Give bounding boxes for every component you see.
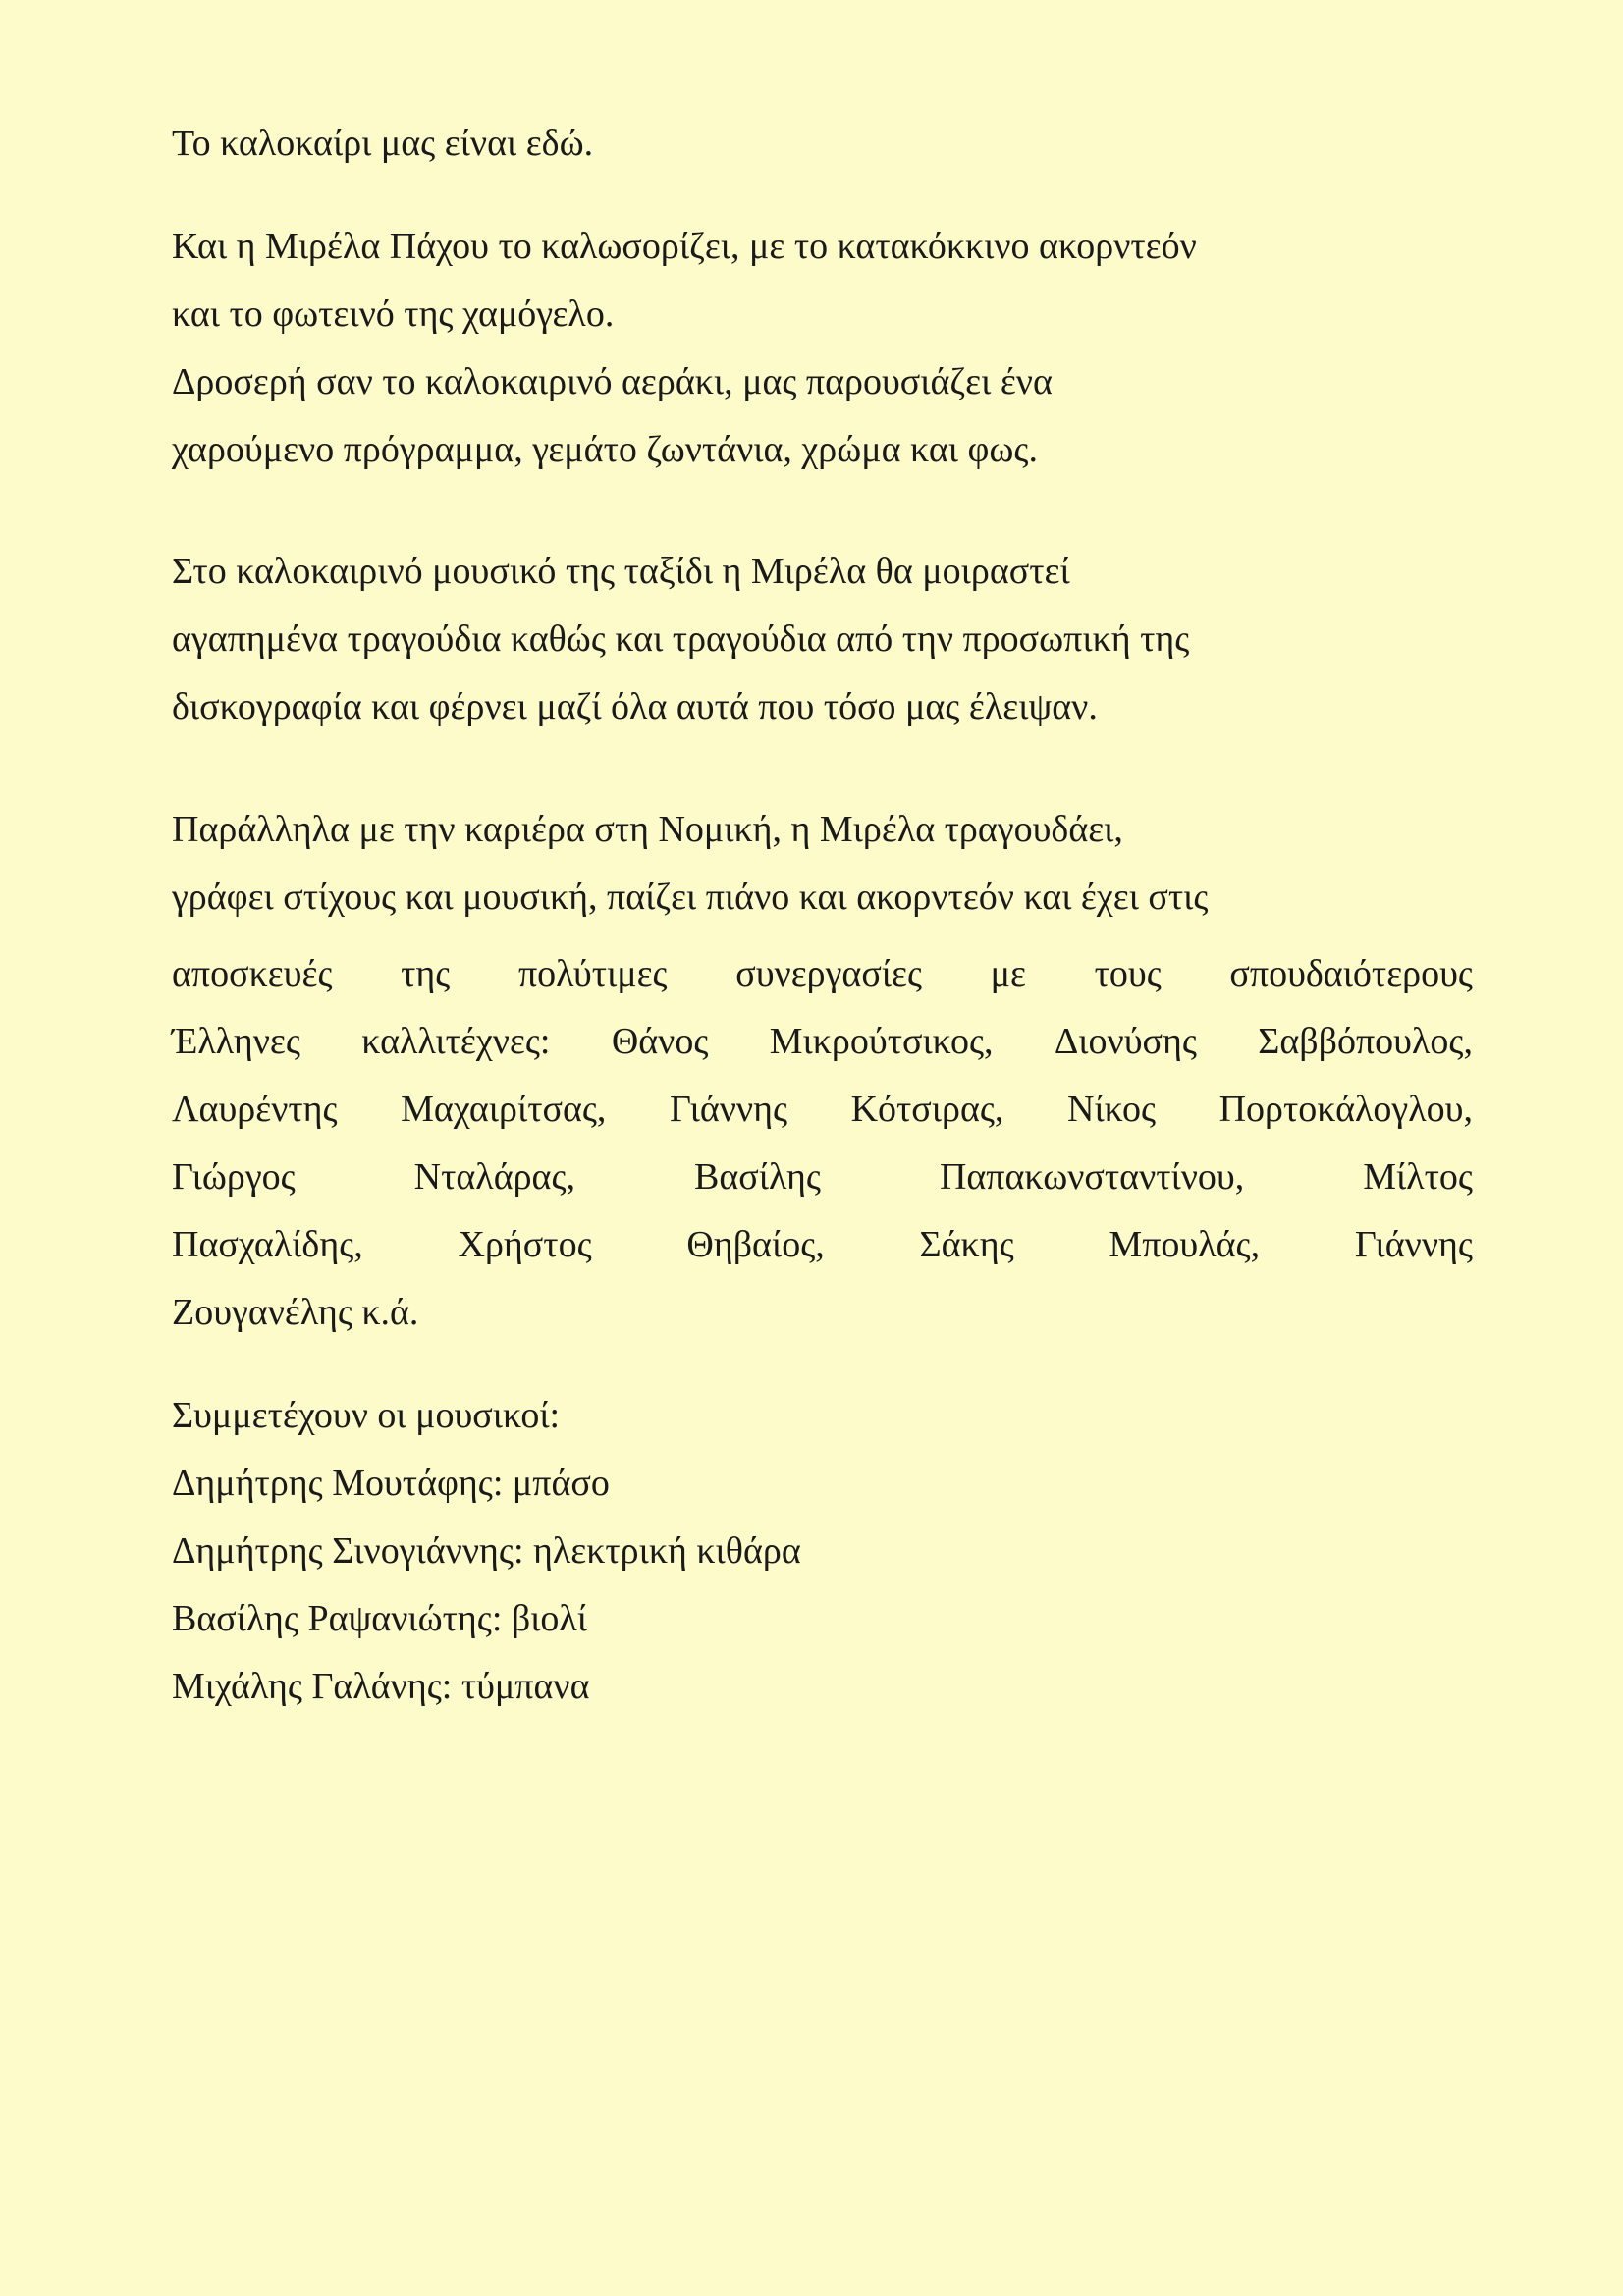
welcome-line-3: Δροσερή σαν το καλοκαιρινό αεράκι, μας παρουσιάζει ένα [172, 361, 1053, 402]
career-justified-line [172, 940, 1473, 1008]
musician-item: Μιχάλης Γαλάνης: τύμπανα [172, 1666, 590, 1707]
paragraph-career [172, 796, 1473, 1347]
word: Θάνος [611, 1021, 709, 1062]
word: Παπακωνσταντίνου, [939, 1156, 1245, 1198]
career-justified-line [172, 1144, 1473, 1211]
word: Μπουλάς, [1109, 1224, 1261, 1265]
career-justified-line [172, 1076, 1473, 1144]
word: Διονύσης [1054, 1021, 1197, 1062]
welcome-line-4: χαρούμενο πρόγραμμα, γεμάτο ζωντάνια, χρώμα και φως. [172, 429, 1038, 470]
word: πολύτιμες [517, 953, 668, 994]
word: Μαχαιρίτσας, [401, 1089, 607, 1130]
career-justified-block [172, 940, 1473, 1279]
musician-item: Δημήτρης Σινογιάννης: ηλεκτρική κιθάρα [172, 1530, 801, 1572]
journey-line-1: Στο καλοκαιρινό μουσικό της ταξίδι η Μιρέλα θα μοιραστεί [172, 551, 1070, 592]
career-justified-line [172, 1211, 1473, 1279]
career-last-line: Ζουγανέλης κ.ά. [172, 1292, 419, 1333]
paragraph-journey [172, 538, 1473, 741]
paragraph-gap [172, 178, 1473, 213]
word: Γιάννης [669, 1089, 788, 1130]
word: Πασχαλίδης, [172, 1224, 363, 1265]
word: Σαββόπουλος, [1258, 1021, 1473, 1062]
musicians-heading: Συμμετέχουν οι μουσικοί: [172, 1395, 561, 1436]
paragraph-gap [172, 484, 1473, 538]
word: Λαυρέντης [172, 1089, 338, 1130]
word: Χρήστος [458, 1224, 592, 1265]
paragraph-welcome [172, 213, 1473, 484]
career-line-2: γράφει στίχους και μουσική, παίζει πιάνο και ακορντεόν και έχει στις [172, 877, 1209, 918]
word: Σάκης [919, 1224, 1014, 1265]
word: Κότσιρας, [850, 1089, 1004, 1130]
word: καλλιτέχνες: [361, 1021, 551, 1062]
paragraph-intro [172, 110, 1473, 178]
word: Γιώργος [172, 1156, 296, 1198]
paragraph-musicians [172, 1382, 1473, 1721]
paragraph-gap [172, 1347, 1473, 1382]
paragraph-gap [172, 741, 1473, 796]
word: σπουδαιότερους [1229, 953, 1473, 994]
word: Πορτοκάλογλου, [1218, 1089, 1473, 1130]
musician-item: Δημήτρης Μουτάφης: μπάσο [172, 1463, 610, 1504]
word: της [401, 953, 451, 994]
word: Έλληνες [172, 1021, 300, 1062]
career-line-1: Παράλληλα με την καριέρα στη Νομική, η Μιρέλα τραγουδάει, [172, 809, 1123, 850]
word: Μικρούτσικος, [769, 1021, 994, 1062]
intro-line: Το καλοκαίρι μας είναι εδώ. [172, 123, 594, 164]
word: Βασίλης [694, 1156, 821, 1198]
journey-line-2: αγαπημένα τραγούδια καθώς και τραγούδια από την προσωπική της [172, 618, 1190, 660]
musician-item: Βασίλης Ραψανιώτης: βιολί [172, 1598, 588, 1639]
word: Γιάννης [1354, 1224, 1473, 1265]
welcome-line-2: και το φωτεινό της χαμόγελο. [172, 294, 615, 335]
word: Θηβαίος, [686, 1224, 825, 1265]
word: Νίκος [1067, 1089, 1157, 1130]
word: Μίλτος [1363, 1156, 1473, 1198]
word: συνεργασίες [735, 953, 923, 994]
word: με [990, 953, 1027, 994]
word: αποσκευές [172, 953, 333, 994]
welcome-line-1: Και η Μιρέλα Πάχου το καλωσορίζει, με το κατακόκκινο ακορντεόν [172, 226, 1197, 267]
career-justified-line [172, 1008, 1473, 1076]
word: Νταλάρας, [413, 1156, 576, 1198]
document-body [172, 110, 1473, 1721]
word: τους [1094, 953, 1162, 994]
journey-line-3: δισκογραφία και φέρνει μαζί όλα αυτά που τόσο μας έλειψαν. [172, 686, 1098, 727]
